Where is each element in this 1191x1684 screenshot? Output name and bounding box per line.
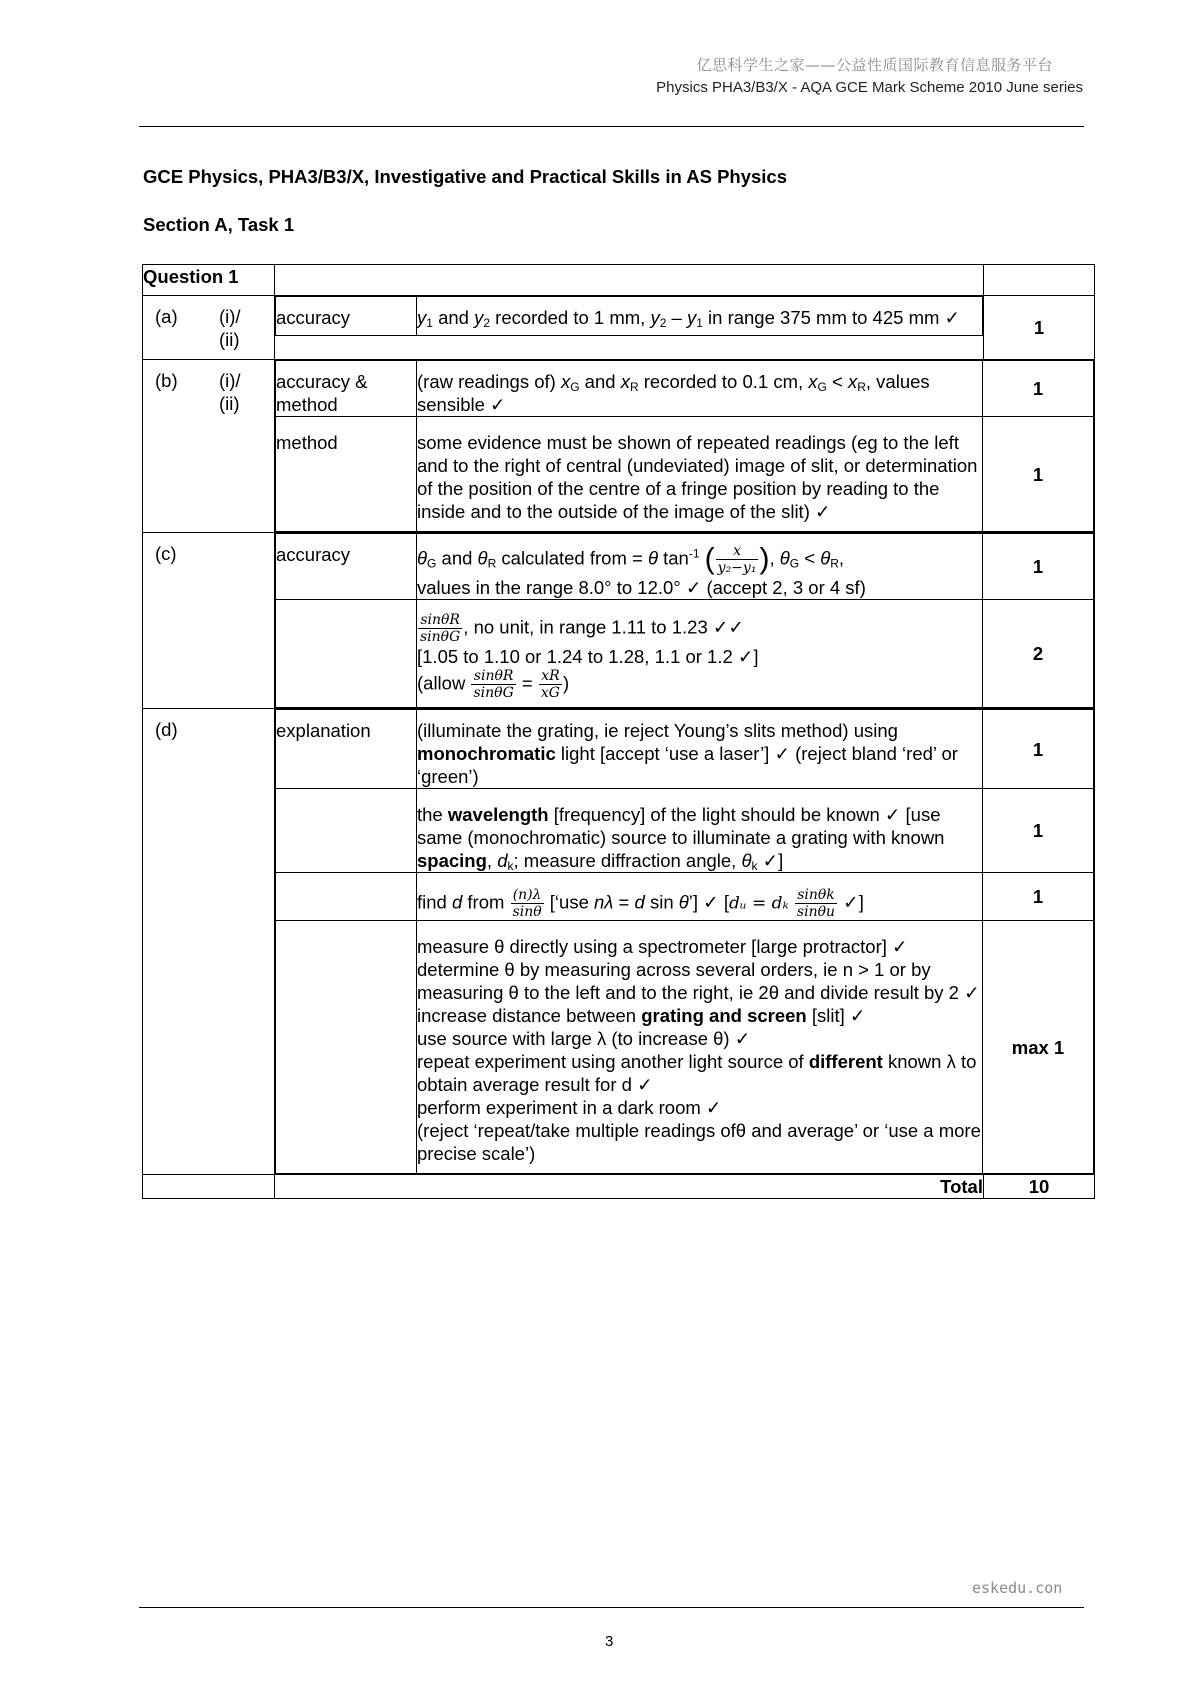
criterion-key: explanation (276, 710, 417, 789)
question-heading: Question 1 (143, 265, 275, 296)
table-row-c (143, 533, 1095, 709)
criterion-description: some evidence must be shown of repeated readings (eg to the left and to the right of central (undeviated) image of slit, or determination of the position of the centre of a fringe position by reading to the inside and to the outside of the image of the slit) ✓ (417, 417, 983, 532)
subpart-label: (i)/ (ii) (219, 370, 241, 414)
criterion-description: find d from $\frac{(n)\lambda}{\sin\theta}$ [‘use nλ = d sin θ’] ✓ [dᵤ = dₖ $\frac{\sin\theta k}{\sin\theta u}$ ✓] (417, 873, 983, 921)
fraction: $\frac{xR}{xG}$ (540, 668, 560, 701)
fraction: $\frac{x}{\text{y₂−y₁}}$ (717, 543, 757, 576)
footer-rule (139, 1607, 1084, 1608)
table-row-d (143, 709, 1095, 1175)
criterion-description: $\theta_G$ and $\theta_R$ calculated from = θ $\tan^{-1}$ ( $\frac{x}{\text{y₂−y₁}}$ ), $\theta_G < \theta_R$, values in the range 8.0° to 12.0° ✓ (accept 2, 3 or 4 sf) (417, 534, 983, 600)
mark-value: 1 (984, 296, 1095, 360)
header-mark-cell (984, 265, 1095, 296)
mark-value: 1 (983, 534, 1094, 600)
document-title: GCE Physics, PHA3/B3/X, Investigative and Practical Skills in AS Physics (143, 166, 788, 187)
header-doc-reference: Physics PHA3/B3/X - AQA GCE Mark Scheme 2010 June series (656, 79, 1083, 96)
table-row-a (143, 296, 1095, 360)
mark-value: 1 (983, 417, 1094, 532)
criterion-description: (raw readings of) $x_G$ and $x_R$ recorded to 0.1 cm, $x_G < x_R$, values sensible ✓ (417, 361, 983, 417)
footer-logo-text: eskedu.con (972, 1579, 1063, 1597)
fraction: $\frac{\sin\theta k}{\sin\theta u}$ (796, 887, 836, 920)
header-blank-cell (275, 265, 984, 296)
page-number: 3 (605, 1633, 614, 1650)
fraction: $\frac{\sin\theta R}{\sin\theta G}$ (420, 612, 461, 645)
header-rule (139, 126, 1084, 127)
fraction: $\frac{(n)\lambda}{\sin\theta}$ (512, 887, 542, 920)
table-header-row (143, 265, 1095, 296)
fraction: $\frac{\sin\theta R}{\sin\theta G}$ (473, 668, 514, 701)
mark-value: 1 (983, 789, 1094, 873)
total-value: 10 (984, 1175, 1095, 1199)
criterion-description: measure θ directly using a spectrometer [large protractor] ✓ determine θ by measuring across several orders, ie n > 1 or by measuring θ to the left and to the right, ie 2θ and divide result by 2 ✓ increase distance between grating and screen [slit] ✓ use source with large λ (to increase θ) ✓ repeat experiment using another light source of different known λ to obtain average result for d ✓ perform experiment in a dark room ✓ (reject ‘repeat/take multiple readings ofθ and average’ or ‘use a more precise scale’) (417, 921, 983, 1174)
mark-scheme-table (142, 264, 1095, 1199)
part-label: (b) (155, 370, 178, 391)
table-total-row (143, 1175, 1095, 1199)
mark-value: 1 (983, 873, 1094, 921)
table-row-b (143, 360, 1095, 533)
criterion-description: $y_1$ and $y_2$ recorded to 1 mm, $y_2 - y_1$ in range 375 mm to 425 mm ✓ (417, 297, 983, 336)
criterion-key: method (276, 417, 417, 532)
mark-value: 1 (983, 710, 1094, 789)
criterion-key: accuracy (276, 297, 417, 336)
criterion-key: accuracy & method (276, 361, 417, 417)
criterion-key: accuracy (276, 534, 417, 600)
part-label: (a) (155, 306, 178, 327)
mark-value: 2 (983, 600, 1094, 708)
criterion-description: $\frac{\sin\theta R}{\sin\theta G}$ , no unit, in range 1.11 to 1.23 ✓✓ [1.05 to 1.10 or 1.24 to 1.28, 1.1 or 1.2 ✓] (allow $\frac{\sin\theta R}{\sin\theta G}$ = $\frac{xR}{xG}$ ) (417, 600, 983, 708)
criterion-description: (illuminate the grating, ie reject Young’s slits method) using monochromatic light [accept ‘use a laser’] ✓ (reject bland ‘red’ or ‘green’) (417, 710, 983, 789)
subpart-label: (i)/ (ii) (219, 306, 241, 350)
criterion-description: the wavelength [frequency] of the light should be known ✓ [use same (monochromatic) source to illuminate a grating with known spacing, $d_k$; measure diffraction angle, $\theta_k$ ✓] (417, 789, 983, 873)
total-label: Total (275, 1175, 984, 1199)
mark-value: max 1 (983, 921, 1094, 1174)
mark-value: 1 (983, 361, 1094, 417)
part-label: (d) (155, 719, 178, 740)
header-site-text: 亿思科学生之家——公益性质国际教育信息服务平台 (696, 56, 1053, 74)
part-label: (c) (155, 543, 177, 564)
section-title: Section A, Task 1 (143, 214, 295, 235)
